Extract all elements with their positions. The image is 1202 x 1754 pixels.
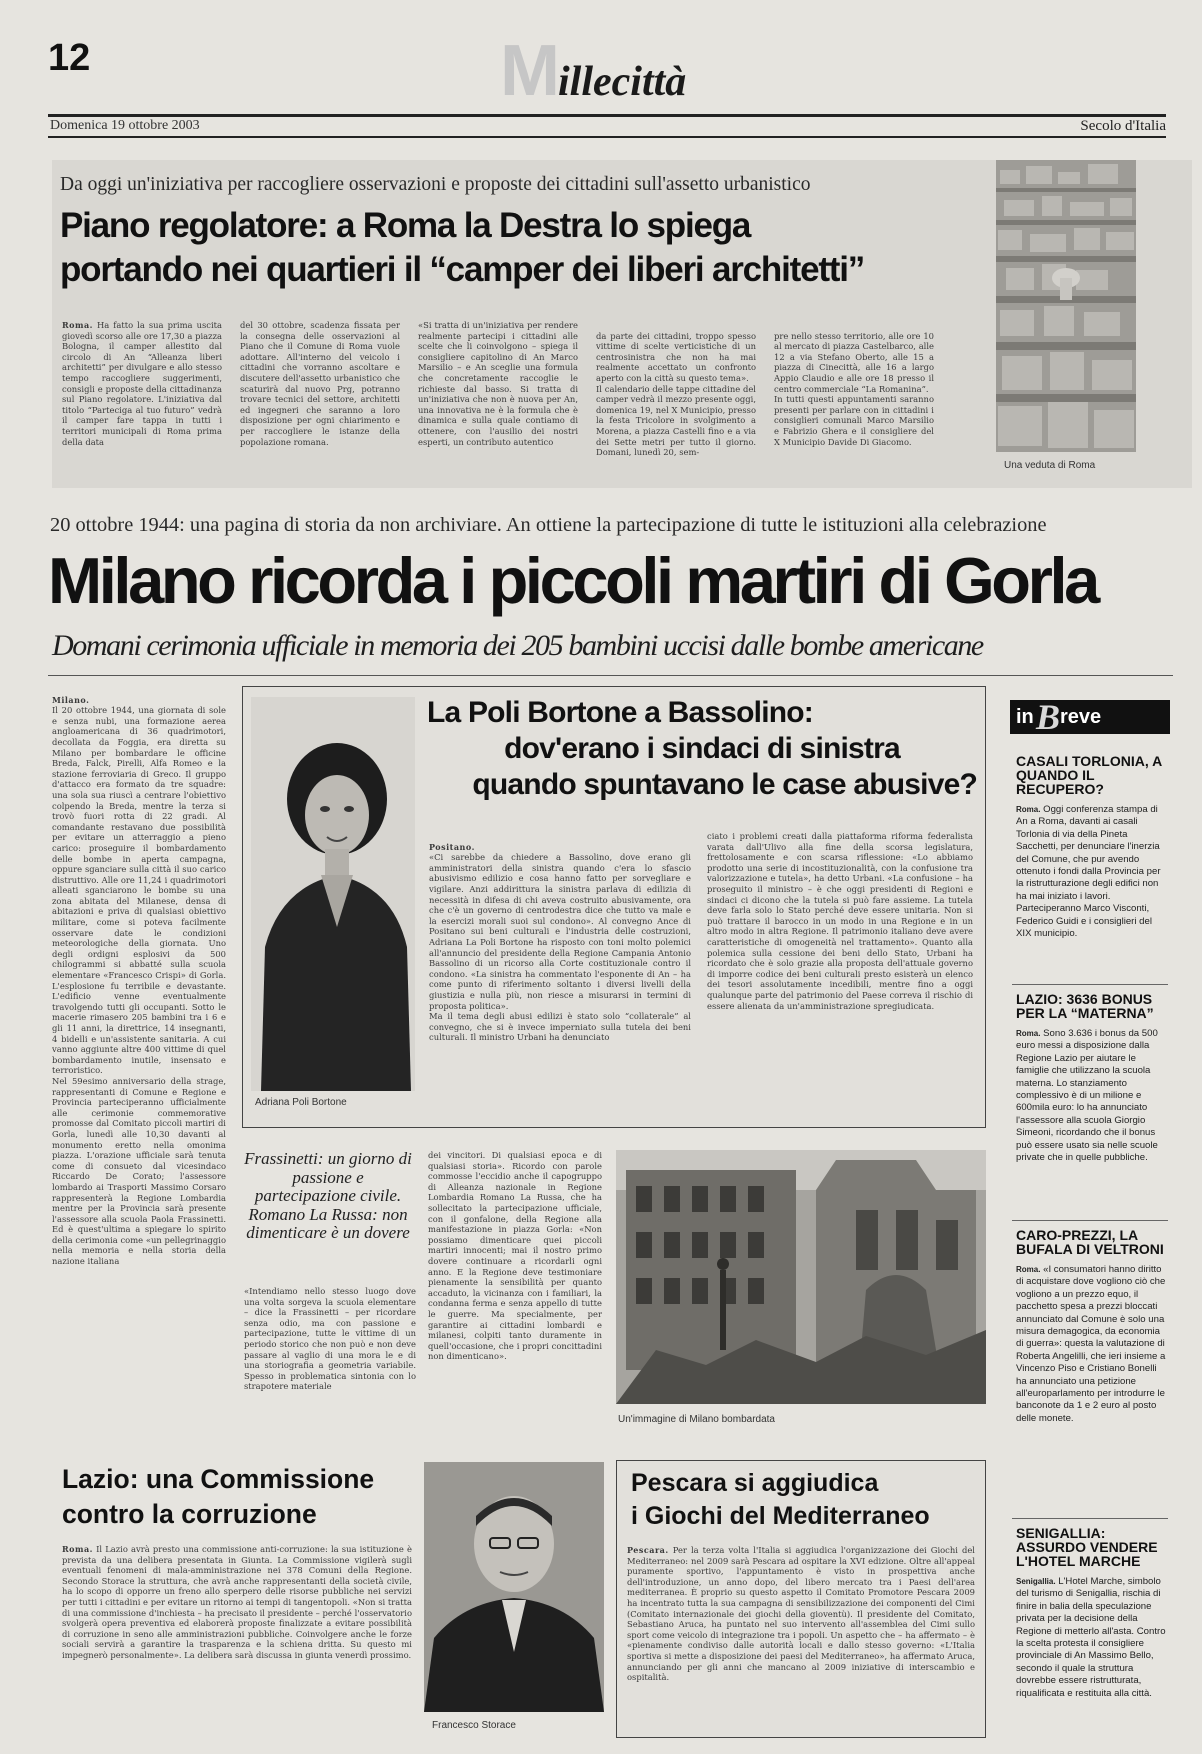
pescara-headline	[631, 1467, 971, 1533]
poli-bortone-text-2: ciato i problemi creati dalla piattaforma riforma federalista varata dall'Ulivo alla fine della scorsa legislatura, frettolosamente e con scarsa riflessione: «Lo abbiamo prodotto una serie di incostituzionalità, con la confusione tra valorizzazione e tutela», ha detto Urbani. «La confusione – ha proseguito il ministro – è che oggi presidenti di Regioni e sindaci ci dicono che la tutela si può fare assieme. La tutela deve farla solo lo Stato perché deve essere unitaria. Non si può trattare il barocco in un modo in una Regione e in un altro modo in altra Regione. Il patrimonio italiano deve avere caratteristiche di omogeneità nel trattamento». Quanto alla polemica sulla cessione dei beni dello Stato, Urbani ha ricordato che è solo grazie alla proposta dell'attuale governo di imporre codice dei beni culturali presto esisterà un elenco dei tesori assolutamente incedibili, mentre fino a oggi qualunque parte del patrimonio del Paese correva il rischio di essere alienata da un'amministrazione spregiudicata.	[707, 831, 973, 1011]
poli-bortone-text-1: «Ci sarebbe da chiedere a Bassolino, dove erano gli amministratori della sinistra quando c'era lo sfascio abusivismo edilizio e cosa hanno fatto per sorvegliare e vigilare. Anzi addirittura la sinistra parlava di edilizia di necessità in difesa di chi aveva costruito abusivamente, ora che c'è un governo di centrodestra dice che tutto va male e la esercizi morali suoi sul condono». Al convegno Ance di Positano sui beni culturali e l'industria delle costruzioni, Adriana La Poli Bortone ha risposto con toni molto polemici all'annuncio del presidente della Regione Campania Antonio Bassolino di un ricorso alla Corte costituzionale contro il condono. «La sinistra ha commentato l'esponente di An – ha come punto di riferimento soltanto i diversi livelli della giustizia e nulla più, non riesce a misurarsi in termini di proposta politica». Ma il tema degli abusi edilizi è stato solo “collaterale” al convegno, che si è invece imperniato sulla tutela dei beni culturali. Il ministro Urbani ha denunciato	[429, 852, 691, 1043]
section-logo-text: illecittà	[557, 59, 687, 105]
brief-title: LAZIO: 3636 BONUS PER LA “MATERNA”	[1016, 991, 1154, 1021]
article-lazio-commissione	[52, 1458, 610, 1740]
gorla-column-3	[428, 1150, 602, 1446]
gorla-column-2	[244, 1286, 416, 1446]
gorla-column-1	[52, 684, 226, 1444]
pescara-text-column	[627, 1545, 975, 1731]
article1-text-4: da parte dei cittadini, troppo spesso vittime di scelte verticistiche di un centrosinistra che non ha mai realmente accettato un confronto aperto con la città su questo tema». Il calendario delle tappe cittadine del camper vedrà il mezzo presente oggi, domenica 19, nel X Municipio, presso la festa Tricolore in svolgimento a Morena, a piazza Castelli fino e a via dei Sette metri per tutto il giorno. Domani, lunedì 20, sem-	[596, 330, 756, 458]
kicker: Da oggi un'iniziativa per raccogliere osservazioni e proposte dei cittadini sull'assetto urbanistico	[60, 174, 811, 195]
article-pescara	[616, 1460, 986, 1738]
headline-line-2: i Giochi del Mediterraneo	[631, 1502, 930, 1530]
headline-line-2: contro la corruzione	[62, 1499, 317, 1529]
brief-text	[1016, 1028, 1168, 1194]
lazio-headline	[62, 1462, 412, 1532]
newspaper-name: Secolo d'Italia	[1080, 118, 1166, 134]
pescara-text: Per la terza volta l'Italia si aggiudica l'organizzazione dei Giochi del Mediterraneo: nel 2009 sarà Pescara ad ospitare la XVI edizione. Oltre all'appeal puramente sportivo, l'appuntamento è visto in prospettiva anche dell'introduzione, un anno dopo, del libero mercato tra i Paesi dell'area mediterranea. È proprio su questo aspetto il Comitato Promotore Pescara 2009 ha incentrato tutta la sua campagna di sensibilizzazione dei componenti del Cimi (Comitato internazionale dei giochi della gioventù). Il presidente del Comitato, Sebastiano Aruca, ha puntato nel suo intervento all'assemblea del Cimi sullo sport come veicolo di integrazione tra i popoli. Un aspetto che – ha affermato – è «pienamente condiviso dalle autorità locali e dallo stesso governo: «L'Italia sportiva si mette a disposizione dei paesi del Mediterraneo», ha affermato Aruca, annunciando per gli anni che mancano al 2009 iniziative di interscambio e ospitalità.	[627, 1545, 975, 1683]
brief-title: CARO-PREZZI, LA BUFALA DI VELTRONI	[1016, 1227, 1164, 1257]
gorla-pullquote: Frassinetti: un giorno di passione e partecipazione civile. Romano La Russa: non dimenticare è un dovere	[244, 1149, 412, 1242]
in-breve-logo-in: in	[1016, 706, 1034, 728]
masthead-rule-bottom	[48, 136, 1166, 138]
gorla-dateline: Milano.	[52, 694, 90, 705]
lazio-text-column	[62, 1544, 412, 1734]
section-logo	[500, 31, 687, 111]
article1-text-1: Ha fatto la sua prima uscita giovedì scorso alle ore 17,30 a piazza Bologna, il camper allestito dal circolo di An “Alleanza liberi architetti” per divulgare e allo stesso tempo raccogliere suggerimenti, consigli e proposte della cittadinanza sul Piano regolatore. L'iniziativa dal titolo “Parteciga al tuo futuro” vedrà il camper fare tappa in tutti i territori municipali di Roma prima della data	[62, 320, 222, 447]
article-poli-bortone	[242, 686, 986, 1128]
headline-line-3: quando spuntavano le case abusive?	[472, 768, 977, 801]
lazio-text: Il Lazio avrà presto una commissione anti-corruzione: la sua istituzione è prevista da una delibera presentata in Giunta. La Commissione vigilerà sugli eventuali fenomeni di mala-amministrazione nei 378 Comuni della Regione. Secondo Storace la struttura, che avrà anche rappresentanti della società civile, ha lo scopo di opporre un freno allo sperpero delle risorse pubbliche nei servizi per tutti i cittadini e per evitare un ritorno ai tempi di tangentopoli. «Non si tratta di una commissione d'inchiesta – ha precisato il presidente – perché l'osservatorio svolgerà opera preventiva ed elaborerà proposte finalizzate a evitare possibilità di corruzione in seno alle amministrazioni pubbliche. Coinvolgere anche le forze sociali servirà a garantire la trasparenza e la schiena dritta. Su questo mi impegnerò personalmente». La delibera sarà discussa in giunta venerdì prossimo.	[62, 1544, 412, 1660]
poli-bortone-photo	[251, 697, 415, 1091]
article1-column-2	[240, 320, 400, 480]
headline-line-1: Pescara si aggiudica	[631, 1469, 879, 1497]
brief-3	[1016, 1228, 1168, 1502]
gorla-rule	[48, 675, 1173, 676]
brief-1	[1016, 754, 1168, 980]
brief-body: «I consumatori hanno diritto di acquistare dove vogliono ciò che vogliono a un prezzo equo, il pacchetto spesa a prezzi bloccati annunciato dal Comune è solo una misura demagogica, da economia di guerra»: questa la valutazione di Roberta Angelilli, che ieri insieme a Vincenzo Piso e Cristiano Bonelli ha annunciato una petizione all'europarlamento per introdurre le banconote da 1 e 2 euro al posto delle monete.	[1016, 1264, 1166, 1424]
page-number: 12	[48, 37, 91, 79]
poli-bortone-column-1	[429, 831, 691, 1121]
poli-bortone-column-2	[707, 831, 973, 1121]
in-breve-logo	[1010, 697, 1170, 737]
rome-photo-caption: Una veduta di Roma	[1004, 460, 1096, 471]
article1-column-4	[596, 320, 756, 480]
gorla-text-3: dei vincitori. Di qualsiasi epoca e di qualsiasi storia». Ricordo con parole commosse l'eccidio anche il capogruppo di Alleanza nazionale in Regione Lombardia Romano La Russa, che ha sollecitato la partecipazione ufficiale, con il gonfalone, della Regione alla manifestazione in piazza Gorla: «Non possiamo dimenticare quei piccoli martiri innocenti; mai il nostro primo dovere continuare a ricordarli ogni anno. E la Regione deve testimoniare pienamente la sensibilità per quanto accaduto, la vicinanza con i familiari, la condanna ferma e senza appello di tutte le guerre. Ma specialmente, per garantire ai cittadini lombardi e milanesi, colpiti tanto duramente in quell'occasione, che i propri concittadini non dimenticano».	[428, 1150, 602, 1362]
article-piano-regolatore	[52, 160, 1192, 488]
poli-bortone-headline	[427, 695, 977, 803]
poli-bortone-dateline: Positano.	[429, 841, 475, 852]
brief-dateline: Senigallia.	[1016, 1577, 1056, 1586]
article1-text-3: «Si tratta di un'iniziativa per rendere realmente partecipi i cittadini alle scelte che li coinvolgono – spiega il consigliere capitolino di An Marco Marsilio – e An sceglie una formula che concretamente raccoglie le richieste dal basso. Si tratta di un'iniziativa che non è nuova per An, una innovativa ne è la formula che è dinamica e sulla quale contiamo di ottenere, con l'ausilio dei nostri esperti, un contributo autentico	[418, 320, 578, 447]
brief-2	[1016, 992, 1168, 1194]
brief-body: Oggi conferenza stampa di An a Roma, davanti ai casali Torlonia di via della Pineta Sacchetti, per denunciare l'inerzia del Comune, che pur avendo ottenuto i fondi dalla Provincia per la ristrutturazione degli edifici non ha mai iniziato i lavori. Parteciperanno Marco Visconti, Federico Guidi e i consiglieri del XIX municipio.	[1016, 804, 1161, 940]
brief-title: CASALI TORLONIA, A QUANDO IL RECUPERO?	[1016, 753, 1162, 797]
brief-title: SENIGALLIA: ASSURDO VENDERE L'HOTEL MARCHE	[1016, 1525, 1158, 1569]
issue-date: Domenica 19 ottobre 2003	[50, 118, 200, 133]
gorla-subheadline: Domani cerimonia ufficiale in memoria dei 205 bambini uccisi dalle bombe americane	[52, 629, 983, 662]
headline	[60, 204, 1060, 292]
brief-divider	[1012, 1518, 1168, 1519]
brief-divider	[1012, 984, 1168, 985]
lazio-dateline: Roma.	[62, 1544, 93, 1554]
storace-caption: Francesco Storace	[432, 1720, 516, 1731]
in-breve-sidebar	[1010, 697, 1174, 1740]
gorla-text: Il 20 ottobre 1944, una giornata di sole e senza nubi, una formazione aerea angloamericana di 36 quadrimotori, decollata da Foggia, era diretta su Milano per bombardare le officine Breda, Falck, Pirelli, Alfa Romeo e la stazione ferroviaria di Greco. Il gruppo d'attacco era formato da tre squadre: una sola sua riuscì a centrare l'obiettivo colpendo la Breda, mentre la terza si trovò fuori rotta di 22 gradi. Al comandante restavano due possibilità per evitare un atterraggio a pieno carico: proseguire il bombardamento delle bombe in aperta campagna, oppure sganciare sulla città il suo carico distruttivo. Alle ore 11,24 i quadrimotori alleati sganciarono le bombe su una zona abitata del Milanese, densa di abitazioni e priva di qualsiasi obiettivo militare, come si poteva facilmente osservare date le condizioni meteorologiche della giornata. Uno degli ordigni esplosivi da 500 chilogrammi si abbatté sulla scuola elementare «Francesco Crispi» di Gorla. L'esplosione fu terribile e devastante. L'edificio venne eventualmente travolgendo tutti gli occupanti. Sotto le macerie rimasero 205 bambini tra i 6 e gli 11 anni, la direttrice, 14 insegnanti, 4 bidelli e un'assistente sanitaria. A cui vanno aggiunte altre 400 vittime di quel bombardamento inutile, insensato e terroristico. Nel 59esimo anniversario della strage, rappresentanti di Comune e Regione e Provincia parteciperanno ufficialmente alle cerimonie commemorative promosse dal Comitato piccoli martiri di Gorla, lunedì alle 10,30 davanti al monumento eretto nella omonima piazza. L'orazione ufficiale sarà tenuta come di consueto dal vicesindaco Riccardo De Corato; l'assessore lombardo ai Trasporti Massimo Corsaro rappresenterà la Regione Lombardia mentre per la Provincia sarà presente l'assessore alla scuola Paola Frassinetti. Ed è quest'ultima a spiegare lo spirito della cerimonia come «un pellegrinaggio nella memoria e nella storia della nazione italiana	[52, 705, 226, 1267]
pescara-dateline: Pescara.	[627, 1545, 669, 1555]
brief-body: L'Hotel Marche, simbolo del turismo di Senigallia, rischia di finire in balia della speculazione privata per la decisione della Regione di metterlo all'asta. Contro la scelta protesta il consigliere provinciale di An Massimo Bello, secondo il quale la struttura dovrebbe essere ristrutturata, riqualificata e restituita alla città.	[1016, 1576, 1166, 1699]
brief-dateline: Roma.	[1016, 1029, 1041, 1038]
dateline: Roma.	[62, 320, 93, 330]
gorla-kicker: 20 ottobre 1944: una pagina di storia da non archiviare. An ottiene la partecipazione di tutte le istituzioni alla celebrazione	[50, 514, 1047, 536]
brief-4	[1016, 1526, 1168, 1736]
rome-panorama-photo	[996, 160, 1136, 452]
masthead-rule-top	[48, 114, 1166, 117]
brief-dateline: Roma.	[1016, 1265, 1041, 1274]
brief-dateline: Roma.	[1016, 805, 1041, 814]
brief-text	[1016, 804, 1168, 980]
headline-line-1: La Poli Bortone a Bassolino:	[427, 696, 813, 729]
storace-photo	[424, 1462, 604, 1712]
article1-column-3	[418, 320, 578, 480]
headline-line-1: Piano regolatore: a Roma la Destra lo spiega	[60, 206, 751, 245]
brief-text	[1016, 1264, 1168, 1502]
article1-text-5: pre nello stesso territorio, alle ore 10 al mercato di piazza Castelbarco, alle 12 a via Stefano Oberto, alle 15 a piazza di Cinecittà, alle 16 a largo Appio Claudio e alle ore 18 presso il centro commerciale “La Romanina”. In tutti questi appuntamenti saranno presenti per parlare con in cittadini i consiglieri comunali Marco Marsilio e Fabrizio Ghera e il consigliere del X Municipio Davide Di Giacomo.	[774, 330, 934, 447]
in-breve-logo-rest: reve	[1060, 706, 1102, 728]
headline-line-2: portando nei quartieri il “camper dei liberi architetti”	[60, 250, 865, 289]
in-breve-logo-b: B	[1036, 697, 1061, 737]
brief-body: Sono 3.636 i bonus da 500 euro messi a disposizione dalla Regione Lazio per aiutare le famiglie che utilizzano la scuola materna. Lo stanziamento complessivo è di un milione e 600mila euro: lo ha annunciato l'assessore alla scuola Giorgio Simeoni, ricordando che il bonus può essere usato sia nelle scuole private che in quelle pubbliche.	[1016, 1028, 1158, 1164]
article1-column-5	[774, 320, 934, 480]
headline-line-2: dov'erano i sindaci di sinistra	[504, 732, 900, 765]
article1-text-2: del 30 ottobre, scadenza fissata per la consegna delle osservazioni al Piano che il Comune di Roma vuole adottare. All'interno del veicolo i cittadini che vorranno ascoltare e discutere dell'assetto urbanistico che scaturirà dal nuovo Prg, potranno trovare tecnici del settore, architetti ed ingegneri che saranno a loro disposizione per ogni chiarimento e per raccogliere le istanze della popolazione romana.	[240, 320, 400, 447]
article1-column-1	[62, 320, 222, 480]
gorla-headline: Milano ricorda i piccoli martiri di Gorla	[48, 544, 1097, 617]
milan-photo-caption: Un'immagine di Milano bombardata	[618, 1414, 775, 1425]
headline-line-1: Lazio: una Commissione	[62, 1464, 375, 1494]
milan-bombed-photo	[616, 1150, 986, 1404]
gorla-text-2: «Intendiamo nello stesso luogo dove una volta sorgeva la scuola elementare – dice la Frassinetti – per ricordare senza odio, ma con passione e partecipazione, tutte le vittime di un periodo storico che non può e non deve passare al vaglio di una mora le e di una storiografia a geometria variabile. Spesso in problematica sintonia con lo strapotere materiale	[244, 1286, 416, 1392]
poli-bortone-caption: Adriana Poli Bortone	[255, 1097, 347, 1108]
section-logo-letter: M	[500, 31, 558, 111]
brief-text	[1016, 1576, 1168, 1736]
brief-divider	[1012, 1220, 1168, 1221]
